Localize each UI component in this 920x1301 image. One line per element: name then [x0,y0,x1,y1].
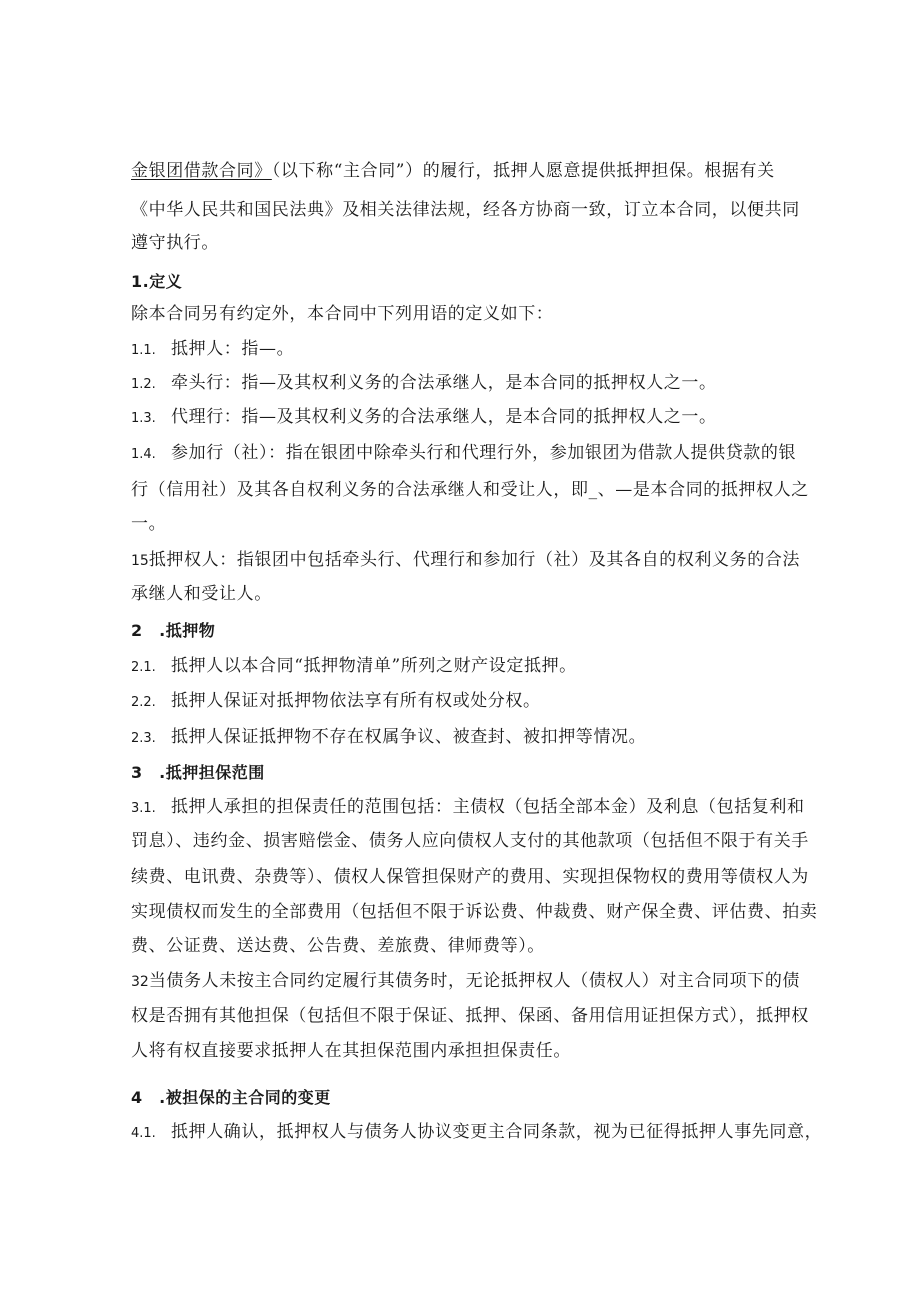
clause-2-3: 2.3. 抵押人保证抵押物不存在权属争议、被查封、被扣押等情况。 [131,726,646,750]
clause-1-5-line-2: 承继人和受让人。 [131,584,272,604]
clause-3-1: 3.1. 抵押人承担的担保责任的范围包括：主债权（包括全部本金）及利息（包括复利和 [131,796,805,820]
clause-3-2: 32当债务人未按主合同约定履行其债务时，无论抵押权人（债权人）对主合同项下的债 [131,971,801,991]
section-1-lead: 除本合同另有约定外，本合同中下列用语的定义如下： [131,304,554,324]
clause-1-4-line-3: 一。 [131,514,167,534]
clause-3-1-line-3: 续费、电讯费、杂费等）、债权人保管担保财产的费用、实现担保物权的费用等债权人为 [131,867,809,887]
section-1-heading: 1.定义 [131,272,183,291]
clause-number: 2.3. [131,731,156,746]
clause-number: 4.1. [131,1126,156,1141]
clause-1-1: 1.1. 抵押人：指—。 [131,338,294,362]
intro-line-3: 遵守执行。 [131,233,219,253]
clause-number: 15 [131,553,149,569]
clause-2-2: 2.2. 抵押人保证对抵押物依法享有所有权或处分权。 [131,690,541,714]
clause-1-5: 15抵押权人：指银团中包括牵头行、代理行和参加行（社）及其各自的权利义务的合法 [131,550,801,570]
clause-number: 1.3. [131,411,156,426]
section-2-heading: 2 .抵押物 [131,621,216,640]
clause-number: 2.1. [131,660,156,675]
clause-1-2: 1.2. 牵头行：指—及其权利义务的合法承继人，是本合同的抵押权人之一。 [131,372,717,396]
clause-3-2-line-2: 权是否拥有其他担保（包括但不限于保证、抵押、保函、备用信用证担保方式），抵押权 [131,1006,809,1026]
clause-2-1: 2.1. 抵押人以本合同“抵押物清单”所列之财产设定抵押。 [131,655,577,679]
clause-3-2-line-3: 人将有权直接要求抵押人在其担保范围内承担担保责任。 [131,1041,571,1061]
contract-title-reference: 金银团借款合同》 [131,161,272,181]
clause-4-1: 4.1. 抵押人确认，抵押权人与债务人协议变更主合同条款，视为已征得抵押人事先同意， [131,1121,822,1145]
clause-1-4-line-2: 行（信用社）及其各自权利义务的合法承继人和受让人，即_、—是本合同的抵押权人之 [131,480,809,500]
clause-number: 1.1. [131,343,156,358]
clause-3-1-line-4: 实现债权而发生的全部费用（包括但不限于诉讼费、仲裁费、财产保全费、评估费、拍卖 [131,902,818,922]
clause-1-4: 1.4. 参加行（社）：指在银团中除牵头行和代理行外，参加银团为借款人提供贷款的银 [131,442,796,466]
clause-3-1-line-2: 罚息）、违约金、损害赔偿金、债务人应向债权人支付的其他款项（包括但不限于有关手 [131,831,809,851]
clause-3-1-line-5: 费、公证费、送达费、公告费、差旅费、律师费等）。 [131,936,545,956]
intro-line-1: 金银团借款合同》（以下称“主合同”）的履行，抵押人愿意提供抵押担保。根据有关 [131,161,775,181]
section-3-heading: 3 .抵押担保范围 [131,763,265,782]
clause-1-3: 1.3. 代理行：指—及其权利义务的合法承继人，是本合同的抵押权人之一。 [131,406,717,430]
clause-number: 1.4. [131,447,156,462]
clause-number: 2.2. [131,695,156,710]
clause-number: 3.1. [131,801,156,816]
intro-line-2: 《中华人民共和国民法典》及相关法律法规，经各方协商一致，订立本合同，以便共同 [131,200,800,220]
clause-number: 32 [131,974,149,990]
clause-number: 1.2. [131,377,156,392]
section-4-heading: 4 .被担保的主合同的变更 [131,1088,331,1107]
